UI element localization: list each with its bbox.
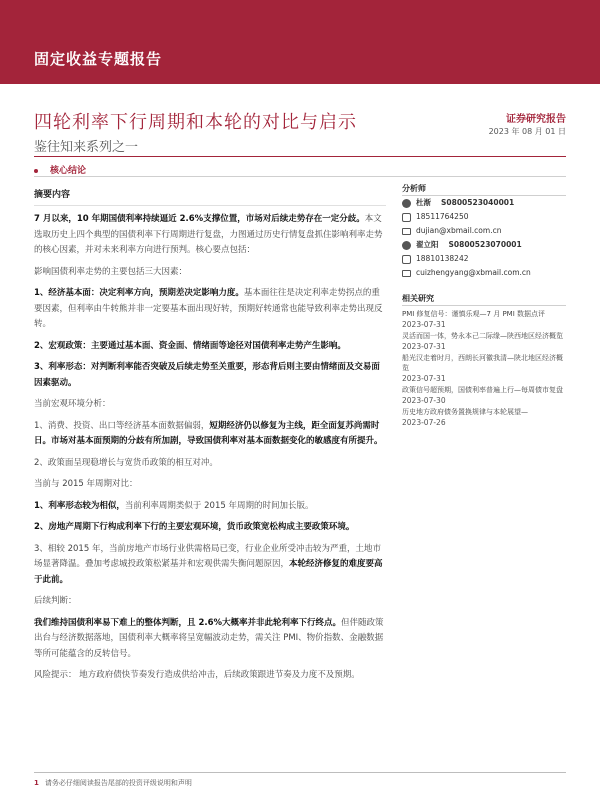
- summary-paragraph: [34, 286, 386, 333]
- related-report-link[interactable]: 政策信号超预期，国债利率普遍上行—每周债市复盘: [402, 386, 563, 394]
- analyst-phone-row: [402, 210, 566, 224]
- page-number: 1: [34, 779, 39, 787]
- report-date: 2023 年 08 月 01 日: [488, 127, 566, 136]
- analyst-phone-row: [402, 252, 566, 266]
- analyst-name: 翟立阳: [416, 240, 439, 249]
- phone-icon: [402, 255, 411, 264]
- analyst-cert: S0800523040001: [441, 198, 515, 207]
- analyst-email-row[interactable]: [402, 266, 566, 280]
- bullet-dot-icon: [34, 169, 38, 173]
- analyst-email-row[interactable]: [402, 224, 566, 238]
- analyst-name: 杜渐: [416, 198, 431, 207]
- related-report-date: 2023-07-31: [402, 342, 446, 351]
- summary-p7-bold: 短期经济仍以修复为主线，距全面复苏尚需时日。市场对基本面预期的分歧有所加剧，导致国债利率对基本面数据变化的敏感度有所提升。: [34, 420, 383, 446]
- person-icon: [402, 199, 411, 208]
- analyst-email[interactable]: dujian@xbmail.com.cn: [416, 226, 502, 235]
- analyst-name-row: [402, 196, 566, 210]
- section-divider: [34, 176, 566, 177]
- summary-paragraph: 2、政策面呈现稳增长与宽货币政策的相互对冲。: [34, 457, 218, 468]
- related-report-link[interactable]: 灵活而国一体，势永本己二际缘—陕西地区经济概览: [402, 332, 563, 340]
- summary-p3-bold: 1、经济基本面：决定利率方向，预期差决定影响力度。: [34, 288, 244, 298]
- mail-icon: [402, 270, 411, 277]
- summary-p10-rest: 当前利率周期类似于 2015 年周期的时间加长版。: [124, 500, 314, 511]
- person-icon: [402, 241, 411, 250]
- summary-paragraph: [34, 419, 386, 450]
- related-report-link[interactable]: 历史地方政府债务置换规律与本轮展望—: [402, 408, 528, 416]
- summary-paragraph: [34, 542, 386, 589]
- summary-p3-rest: 基本面往往是决定利率走势拐点的重要因素，但利率由牛转熊并非一定要基本面出现好转，预期好转通常也能导致利率走势出现反转。: [34, 288, 383, 329]
- related-research-heading: 相关研究: [402, 292, 566, 306]
- phone-icon: [402, 213, 411, 222]
- summary-p12-bold: 本轮经济修复的难度要高于此前。: [34, 559, 383, 585]
- related-report-date: 2023-07-26: [402, 418, 446, 427]
- sidebar-column: [402, 180, 566, 429]
- summary-column: [34, 180, 386, 684]
- summary-paragraph: [34, 520, 386, 536]
- summary-paragraph: [34, 212, 386, 259]
- analyst-email[interactable]: cuizhengyang@xbmail.com.cn: [416, 268, 531, 277]
- summary-p14-rest: 但伴随政策出台与经济数据落地，国债利率大概率将呈宽幅波动走势，需关注 PMI、物价指数、金融数据等所可能蕴含的反转信号。: [34, 617, 384, 659]
- summary-paragraph: 当前与 2015 年周期对比：: [34, 479, 138, 489]
- analyst-phone: 18810138242: [416, 254, 469, 263]
- page-title: 四轮利率下行周期和本轮的对比与启示: [34, 112, 357, 133]
- page-subtitle: 鉴往知来系列之一: [34, 140, 139, 155]
- summary-paragraph: 当前宏观环境分析：: [34, 399, 111, 409]
- header-band: [0, 0, 600, 84]
- summary-paragraph: [34, 499, 386, 515]
- related-report-link[interactable]: PMI 修复信号：谨慎乐观—7 月 PMI 数据点评: [402, 310, 546, 318]
- summary-paragraph: [34, 360, 386, 391]
- analyst-name-row: [402, 238, 566, 252]
- summary-p5-bold: 3、利率形态：对判断利率能否突破及后续走势至关重要，形态背后则主要由情绪面及交易面因素驱动。: [34, 362, 380, 388]
- related-report-date: 2023-07-31: [402, 320, 446, 329]
- summary-p7-plain: 1、消费、投资、出口等经济基本面数据偏弱，: [34, 420, 210, 431]
- summary-p4-bold: 2、宏观政策：主要通过基本面、资金面、情绪面等途径对国债利率走势产生影响。: [34, 340, 346, 351]
- page-footer: [34, 778, 192, 788]
- risk-warning: 风险提示： 地方政府债快节奏发行造成供给冲击，后续政策跟进节奏及力度不及预期。: [34, 670, 360, 680]
- analyst-phone: 18511764250: [416, 212, 469, 221]
- report-type-label: 证券研究报告: [506, 114, 566, 125]
- title-divider: [34, 156, 566, 157]
- summary-p14-bold: 我们维持国债利率易下难上的整体判断，且 2.6%大概率并非此轮利率下行终点。: [34, 617, 342, 628]
- analyst-cert: S0800523070001: [448, 240, 522, 249]
- analyst-heading: 分析师: [402, 182, 566, 196]
- summary-p1-bold: 7 月以来，10 年期国债利率持续逼近 2.6%支撑位置，市场对后续走势存在一定分歧。: [34, 214, 365, 224]
- summary-p1-rest: 本文选取历史上四个典型的国债利率下行周期进行复盘，力图通过历史行情复盘抓住影响利率走势的核心因素，并对未来利率方向进行预判。核心要点包括：: [34, 214, 383, 255]
- summary-paragraph: [34, 616, 386, 663]
- mail-icon: [402, 228, 411, 235]
- footer-disclaimer: 请务必仔细阅读报告尾部的投资评级说明和声明: [44, 779, 192, 787]
- summary-p12-plain: 3、相较 2015 年，当前房地产市场行业供需格局已变，行业企业所受冲击较为严重，土地市场显著降温。叠加考虑城投政策松紧基并和宏观供需失衡问题原因，: [34, 543, 381, 569]
- summary-paragraph: 影响国债利率走势的主要包括三大因素：: [34, 266, 188, 277]
- report-category: 固定收益专题报告: [34, 50, 163, 68]
- summary-paragraph: 后续判断：: [34, 596, 77, 606]
- related-report-date: 2023-07-30: [402, 396, 446, 405]
- summary-heading: 摘要内容: [34, 184, 386, 206]
- summary-p10-bold: 1、利率形态较为相似，: [34, 500, 125, 511]
- related-report-date: 2023-07-31: [402, 374, 446, 383]
- footer-divider: [34, 772, 566, 773]
- summary-p11-bold: 2、房地产周期下行构成利率下行的主要宏观环境，货币政策宽松构成主要政策环境。: [34, 522, 355, 532]
- section-bullet: [34, 163, 86, 176]
- section-bullet-label: 核心结论: [50, 166, 87, 176]
- related-report-link[interactable]: 船光汉走着时月，西朗长河徽我清—陕北地区经济概览: [402, 354, 563, 372]
- summary-paragraph: [34, 339, 386, 355]
